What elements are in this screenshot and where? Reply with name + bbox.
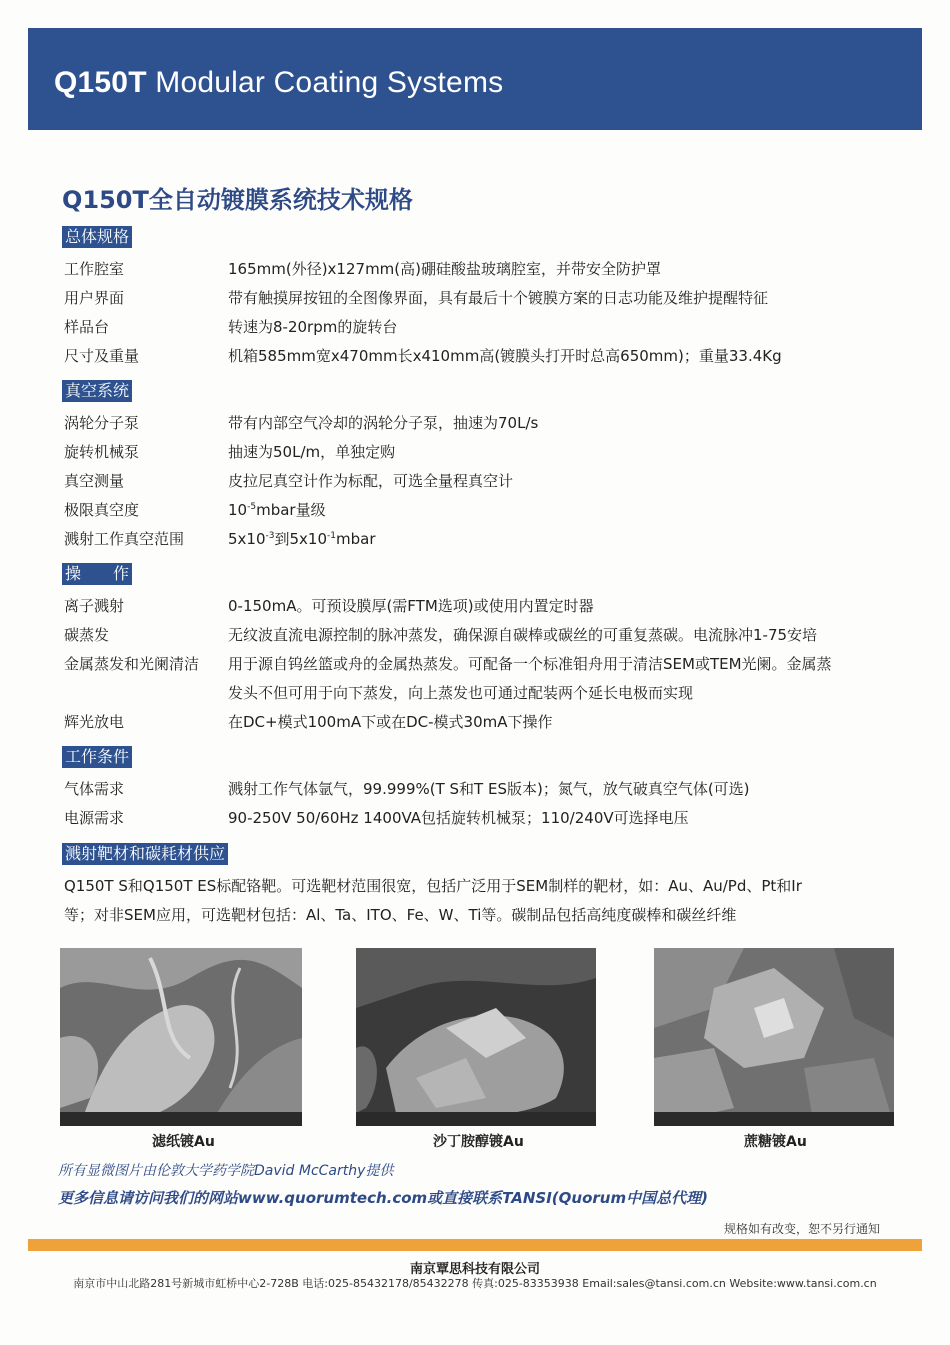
spec-value: 0-150mA。可预设膜厚(需FTM选项)或使用内置定时器 [228, 597, 594, 615]
image-caption: 蔗糖镀Au [744, 1134, 807, 1150]
spec-value: 带有触摸屏按钮的全图像界面，具有最后十个镀膜方案的日志功能及维护提醒特征 [228, 289, 769, 307]
image-caption: 滤纸镀Au [152, 1134, 215, 1150]
company-address: 南京市中山北路281号新城市虹桥中心2-728B 电话:025-85432178/85432278 传真:025-83353938 Email:sales@tansi.com.cn Website:www.tansi.com.cn [73, 1277, 877, 1290]
spec-label: 溅射工作真空范围 [64, 530, 185, 548]
spec-value: 带有内部空气冷却的涡轮分子泵，抽速为70L/s [228, 414, 539, 432]
spec-value: 机箱585mm宽x470mm长x410mm高(镀膜头打开时总高650mm)；重量33.4Kg [228, 347, 782, 365]
header-banner [28, 28, 922, 130]
spec-value: 165mm(外径)x127mm(高)硼硅酸盐玻璃腔室，并带安全防护罩 [228, 260, 661, 278]
spec-value: 90-250V 50/60Hz 1400VA包括旋转机械泵；110/240V可选择电压 [228, 809, 689, 827]
sem-info-bar [60, 1112, 302, 1126]
spec-value-continued: 发头不但可用于向下蒸发，向上蒸发也可通过配装两个延长电极而实现 [228, 684, 694, 702]
spec-label: 真空测量 [64, 472, 125, 490]
disclaimer: 规格如有改变，恕不另行通知 [723, 1222, 880, 1236]
spec-label: 金属蒸发和光阑清洁 [64, 655, 200, 673]
website-link[interactable]: 更多信息请访问我们的网站www.quorumtech.com或直接联系TANSI(Quorum中国总代理) [58, 1189, 708, 1207]
spec-label: 旋转机械泵 [64, 443, 140, 461]
targets-paragraph-line: 等；对非SEM应用，可选靶材包括：Al、Ta、ITO、Fe、W、Ti等。碳制品包括高纯度碳棒和碳丝纤维 [64, 906, 737, 924]
spec-label: 电源需求 [64, 809, 125, 827]
section-conditions-label: 工作条件 [62, 746, 132, 768]
sem-info-bar [356, 1112, 596, 1126]
section-general-label: 总体规格 [62, 226, 132, 248]
header-title: Q150T Modular Coating Systems [54, 66, 504, 99]
sem-texture [356, 948, 596, 1126]
image-credit: 所有显微图片由伦敦大学药学院David McCarthy提供 [58, 1163, 394, 1179]
image-caption: 沙丁胺醇镀Au [433, 1134, 524, 1150]
spec-label: 碳蒸发 [64, 626, 110, 644]
section-operation-label: 操 作 [62, 563, 132, 585]
spec-value: 在DC+模式100mA下或在DC-模式30mA下操作 [228, 713, 553, 731]
sem-texture [60, 948, 302, 1126]
company-name: 南京覃思科技有限公司 [409, 1262, 540, 1277]
spec-label: 气体需求 [64, 780, 125, 798]
sem-info-bar [654, 1112, 894, 1126]
section-vacuum-label: 真空系统 [62, 380, 132, 402]
sem-image-salbutamol [356, 948, 596, 1126]
spec-label: 涡轮分子泵 [64, 414, 140, 432]
spec-label: 用户界面 [64, 289, 125, 307]
spec-label: 样品台 [64, 318, 110, 336]
spec-value: 抽速为50L/m，单独定购 [228, 443, 396, 461]
spec-label: 工作腔室 [64, 260, 125, 278]
sem-image-sucrose [654, 948, 894, 1126]
document-title: Q150T全自动镀膜系统技术规格 [62, 186, 413, 214]
spec-value: 溅射工作气体氩气，99.999%(T S和T ES版本)；氮气，放气破真空气体(可选) [228, 780, 750, 798]
spec-value: 皮拉尼真空计作为标配，可选全量程真空计 [228, 472, 514, 490]
spec-label: 尺寸及重量 [64, 347, 140, 365]
sem-texture [654, 948, 894, 1126]
targets-paragraph-line: Q150T S和Q150T ES标配铬靶。可选靶材范围很宽，包括广泛用于SEM制样的靶材，如：Au、Au/Pd、Pt和Ir [64, 877, 802, 895]
spec-label: 离子溅射 [64, 597, 125, 615]
spec-value: $10^{-5}mbar$量级 [228, 501, 326, 519]
spec-value: $5x10^{-3}$到$5x10^{-1}mbar$ [228, 530, 376, 548]
spec-value: 无纹波直流电源控制的脉冲蒸发，确保源自碳棒或碳丝的可重复蒸碳。电流脉冲1-75安培 [228, 626, 818, 644]
spec-value: 用于源自钨丝篮或舟的金属热蒸发。可配备一个标准钼舟用于清洁SEM或TEM光阑。金属蒸 [228, 655, 832, 673]
spec-label: 辉光放电 [64, 713, 125, 731]
section-targets-label: 溅射靶材和碳耗材供应 [62, 843, 228, 865]
sem-image-filter-paper [60, 948, 302, 1126]
spec-label: 极限真空度 [64, 501, 140, 519]
spec-value: 转速为8-20rpm的旋转台 [228, 318, 398, 336]
footer-accent-bar [28, 1239, 922, 1251]
